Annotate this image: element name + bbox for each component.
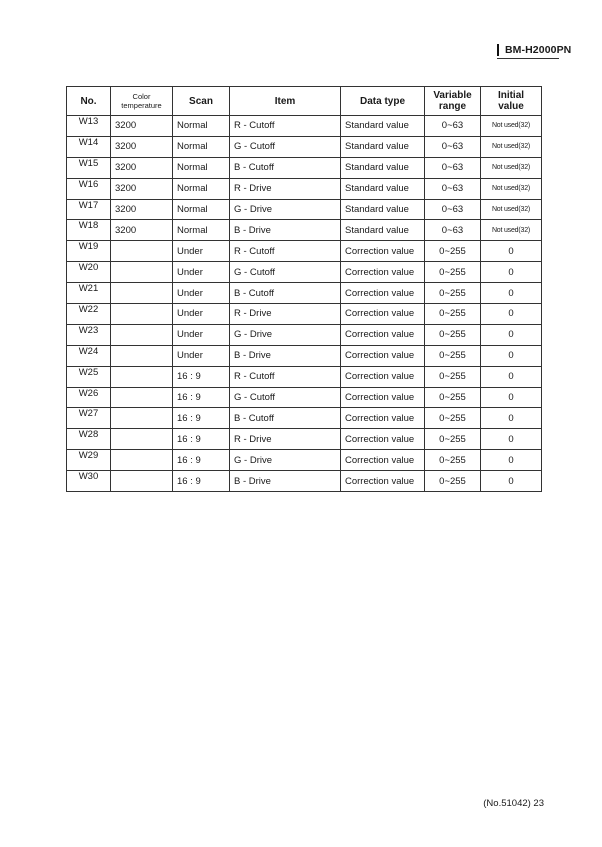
cell-no: W28	[67, 429, 111, 450]
cell-initial-value: 0	[481, 241, 542, 262]
cell-no: W29	[67, 450, 111, 471]
cell-initial-value: 0	[481, 429, 542, 450]
table-row	[67, 220, 542, 241]
cell-no: W23	[67, 324, 111, 345]
cell-no: W30	[67, 471, 111, 492]
cell-variable-range: 0~255	[425, 345, 481, 366]
cell-no: W20	[67, 262, 111, 283]
cell-scan: Under	[173, 241, 230, 262]
table-row	[67, 429, 542, 450]
cell-variable-range: 0~255	[425, 471, 481, 492]
cell-color-temperature: 3200	[111, 157, 173, 178]
cell-variable-range: 0~255	[425, 262, 481, 283]
table-row	[67, 283, 542, 304]
cell-data-type: Correction value	[341, 262, 425, 283]
cell-item: B - Drive	[230, 471, 341, 492]
cell-color-temperature: 3200	[111, 178, 173, 199]
cell-variable-range: 0~255	[425, 387, 481, 408]
cell-item: G - Drive	[230, 199, 341, 220]
cell-no: W14	[67, 136, 111, 157]
col-header-no: No.	[67, 87, 111, 116]
cell-variable-range: 0~255	[425, 304, 481, 325]
cell-no: W25	[67, 366, 111, 387]
cell-data-type: Correction value	[341, 345, 425, 366]
cell-no: W16	[67, 178, 111, 199]
table-row	[67, 178, 542, 199]
cell-color-temperature: 3200	[111, 136, 173, 157]
cell-item: B - Drive	[230, 220, 341, 241]
cell-scan: Under	[173, 262, 230, 283]
header-rule	[497, 58, 559, 59]
cell-item: B - Cutoff	[230, 408, 341, 429]
cell-variable-range: 0~63	[425, 199, 481, 220]
cell-scan: Under	[173, 345, 230, 366]
table-header-row	[67, 87, 542, 116]
cell-initial-value: Not used(32)	[481, 178, 542, 199]
cell-data-type: Standard value	[341, 199, 425, 220]
cell-no: W27	[67, 408, 111, 429]
cell-no: W17	[67, 199, 111, 220]
cell-initial-value: Not used(32)	[481, 199, 542, 220]
model-number: BM-H2000PN	[497, 44, 571, 56]
cell-color-temperature	[111, 262, 173, 283]
cell-color-temperature	[111, 366, 173, 387]
cell-initial-value: Not used(32)	[481, 157, 542, 178]
cell-data-type: Standard value	[341, 116, 425, 137]
cell-variable-range: 0~63	[425, 220, 481, 241]
cell-scan: Under	[173, 324, 230, 345]
cell-color-temperature: 3200	[111, 199, 173, 220]
cell-no: W19	[67, 241, 111, 262]
cell-variable-range: 0~255	[425, 408, 481, 429]
cell-scan: Normal	[173, 157, 230, 178]
cell-initial-value: 0	[481, 345, 542, 366]
table-row	[67, 408, 542, 429]
cell-data-type: Standard value	[341, 220, 425, 241]
cell-no: W24	[67, 345, 111, 366]
cell-variable-range: 0~63	[425, 116, 481, 137]
cell-variable-range: 0~255	[425, 241, 481, 262]
cell-color-temperature	[111, 241, 173, 262]
cell-initial-value: Not used(32)	[481, 116, 542, 137]
cell-scan: 16 : 9	[173, 366, 230, 387]
table-row	[67, 262, 542, 283]
cell-no: W18	[67, 220, 111, 241]
cell-initial-value: 0	[481, 450, 542, 471]
cell-color-temperature	[111, 450, 173, 471]
cell-item: G - Drive	[230, 450, 341, 471]
cell-initial-value: 0	[481, 366, 542, 387]
table-row	[67, 136, 542, 157]
cell-item: B - Drive	[230, 345, 341, 366]
cell-scan: 16 : 9	[173, 450, 230, 471]
cell-initial-value: 0	[481, 324, 542, 345]
cell-no: W21	[67, 283, 111, 304]
cell-initial-value: 0	[481, 304, 542, 325]
col-header-color-temperature: Color temperature	[111, 87, 173, 116]
cell-scan: 16 : 9	[173, 429, 230, 450]
cell-initial-value: Not used(32)	[481, 136, 542, 157]
cell-item: R - Cutoff	[230, 116, 341, 137]
cell-variable-range: 0~255	[425, 366, 481, 387]
table-row	[67, 116, 542, 137]
cell-color-temperature	[111, 387, 173, 408]
cell-data-type: Correction value	[341, 429, 425, 450]
cell-scan: 16 : 9	[173, 408, 230, 429]
cell-data-type: Correction value	[341, 471, 425, 492]
cell-color-temperature	[111, 471, 173, 492]
cell-variable-range: 0~255	[425, 324, 481, 345]
cell-item: R - Cutoff	[230, 366, 341, 387]
cell-initial-value: Not used(32)	[481, 220, 542, 241]
cell-item: R - Drive	[230, 429, 341, 450]
cell-scan: Normal	[173, 116, 230, 137]
cell-color-temperature	[111, 408, 173, 429]
cell-data-type: Standard value	[341, 136, 425, 157]
cell-item: G - Cutoff	[230, 136, 341, 157]
table-row	[67, 199, 542, 220]
cell-scan: 16 : 9	[173, 387, 230, 408]
cell-item: G - Cutoff	[230, 387, 341, 408]
cell-item: B - Cutoff	[230, 283, 341, 304]
col-header-item: Item	[230, 87, 341, 116]
table-row	[67, 304, 542, 325]
table-row	[67, 345, 542, 366]
cell-initial-value: 0	[481, 262, 542, 283]
cell-color-temperature: 3200	[111, 220, 173, 241]
cell-no: W13	[67, 116, 111, 137]
cell-scan: Normal	[173, 136, 230, 157]
cell-initial-value: 0	[481, 408, 542, 429]
cell-no: W22	[67, 304, 111, 325]
page-number: (No.51042) 23	[483, 798, 544, 809]
col-header-variable-range: Variable range	[425, 87, 481, 116]
cell-no: W26	[67, 387, 111, 408]
cell-color-temperature	[111, 283, 173, 304]
cell-scan: Under	[173, 304, 230, 325]
cell-data-type: Correction value	[341, 324, 425, 345]
cell-item: B - Cutoff	[230, 157, 341, 178]
cell-initial-value: 0	[481, 471, 542, 492]
cell-scan: Normal	[173, 178, 230, 199]
cell-data-type: Correction value	[341, 241, 425, 262]
cell-color-temperature	[111, 345, 173, 366]
cell-color-temperature	[111, 304, 173, 325]
table-row	[67, 366, 542, 387]
table-row	[67, 387, 542, 408]
cell-item: R - Cutoff	[230, 241, 341, 262]
cell-data-type: Correction value	[341, 408, 425, 429]
cell-item: R - Drive	[230, 178, 341, 199]
cell-variable-range: 0~255	[425, 429, 481, 450]
cell-color-temperature	[111, 429, 173, 450]
cell-variable-range: 0~63	[425, 178, 481, 199]
cell-variable-range: 0~255	[425, 450, 481, 471]
cell-initial-value: 0	[481, 283, 542, 304]
cell-scan: Under	[173, 283, 230, 304]
cell-variable-range: 0~63	[425, 136, 481, 157]
cell-scan: 16 : 9	[173, 471, 230, 492]
cell-data-type: Standard value	[341, 157, 425, 178]
table-row	[67, 450, 542, 471]
cell-no: W15	[67, 157, 111, 178]
col-header-data-type: Data type	[341, 87, 425, 116]
cell-scan: Normal	[173, 199, 230, 220]
cell-data-type: Correction value	[341, 387, 425, 408]
cell-variable-range: 0~63	[425, 157, 481, 178]
cell-scan: Normal	[173, 220, 230, 241]
cell-data-type: Correction value	[341, 366, 425, 387]
table-row	[67, 157, 542, 178]
cell-item: R - Drive	[230, 304, 341, 325]
cell-item: G - Cutoff	[230, 262, 341, 283]
cell-variable-range: 0~255	[425, 283, 481, 304]
cell-item: G - Drive	[230, 324, 341, 345]
cell-color-temperature: 3200	[111, 116, 173, 137]
col-header-scan: Scan	[173, 87, 230, 116]
cell-data-type: Standard value	[341, 178, 425, 199]
cell-color-temperature	[111, 324, 173, 345]
table-row	[67, 324, 542, 345]
cell-initial-value: 0	[481, 387, 542, 408]
table-row	[67, 241, 542, 262]
cell-data-type: Correction value	[341, 304, 425, 325]
cell-data-type: Correction value	[341, 450, 425, 471]
cell-data-type: Correction value	[341, 283, 425, 304]
table-row	[67, 471, 542, 492]
col-header-initial-value: Initial value	[481, 87, 542, 116]
adjustment-table	[66, 86, 542, 492]
